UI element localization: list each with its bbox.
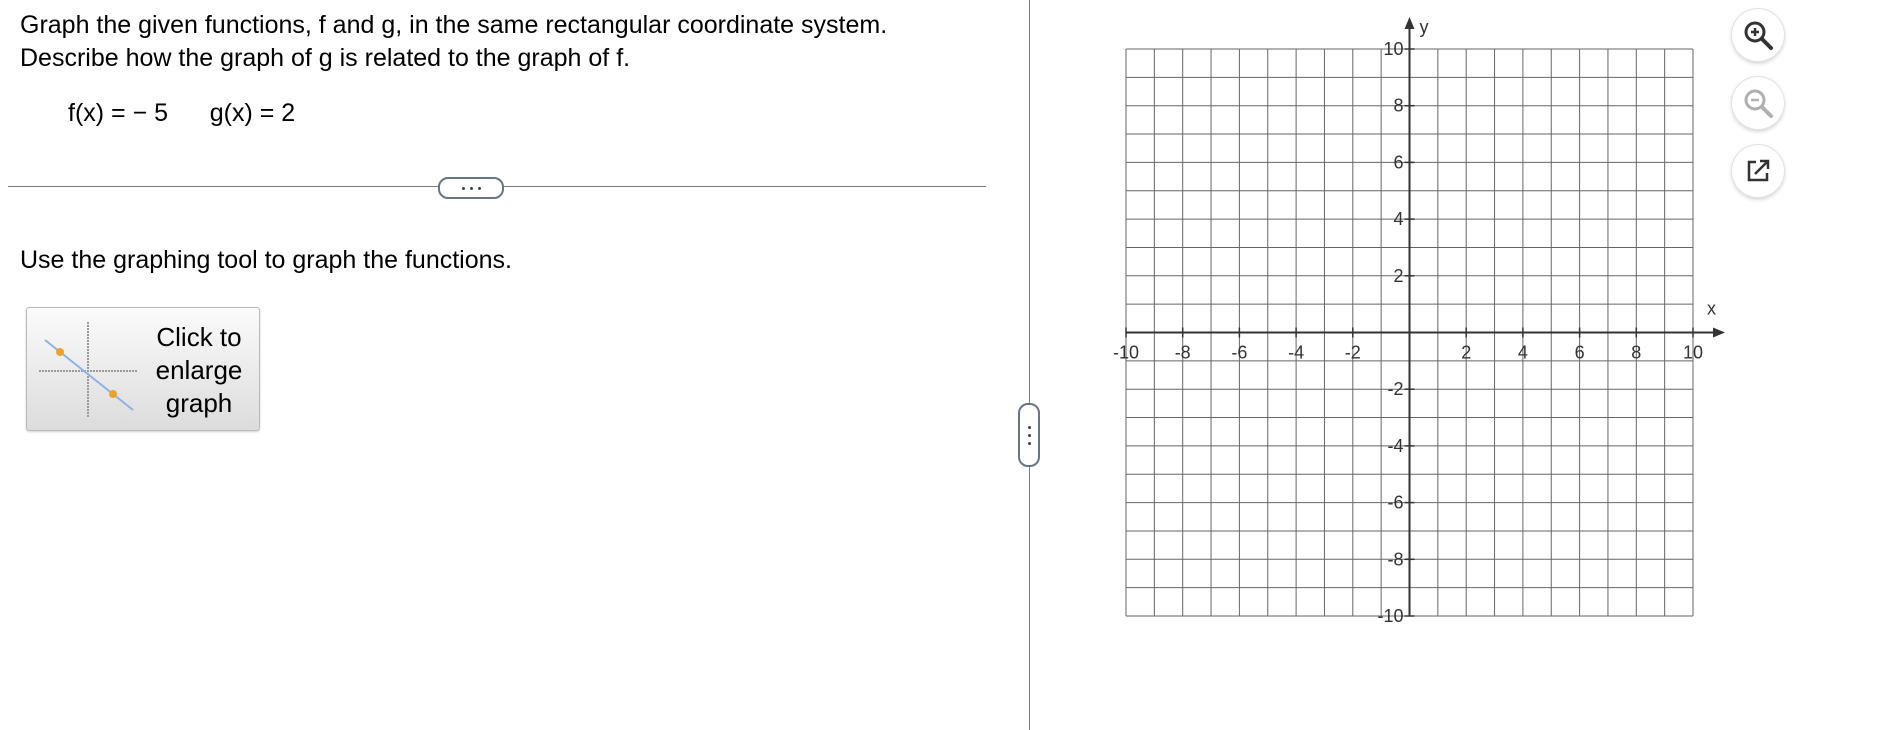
ellipsis-icon xyxy=(462,187,481,190)
y-axis-arrow xyxy=(1405,17,1415,29)
x-tick-label: -8 xyxy=(1174,342,1191,363)
y-tick-label: 6 xyxy=(1393,152,1404,173)
y-tick-label: 4 xyxy=(1393,209,1404,230)
expand-question-button[interactable] xyxy=(438,177,504,199)
x-tick-label: 8 xyxy=(1631,342,1642,363)
x-tick-label: -2 xyxy=(1344,342,1361,363)
y-tick-label: 8 xyxy=(1393,95,1404,116)
y-tick-label: 2 xyxy=(1393,265,1404,286)
enlarge-graph-label: Click to enlarge graph xyxy=(155,322,243,418)
y-tick-label: 10 xyxy=(1383,39,1404,59)
function-definitions xyxy=(68,99,295,128)
x-axis-label: x xyxy=(1707,298,1716,319)
y-tick-label: -6 xyxy=(1387,492,1404,513)
x-tick-label: -6 xyxy=(1231,342,1248,363)
x-tick-label: 4 xyxy=(1517,342,1528,363)
y-axis-label: y xyxy=(1419,17,1429,37)
instruction-text: Use the graphing tool to graph the functions. xyxy=(20,246,512,274)
popout-button[interactable] xyxy=(1732,145,1784,197)
x-tick-label: -4 xyxy=(1288,342,1305,363)
y-tick-label: -2 xyxy=(1387,379,1404,400)
zoom-out-icon xyxy=(1742,87,1774,119)
pane-resize-handle[interactable] xyxy=(1018,403,1040,467)
graph-preview-icon xyxy=(37,320,141,420)
pane-splitter xyxy=(1029,0,1030,730)
zoom-in-icon xyxy=(1742,19,1774,51)
coordinate-graph[interactable] xyxy=(1090,10,1750,650)
y-tick-label: -4 xyxy=(1387,435,1404,456)
x-tick-label: 6 xyxy=(1574,342,1585,363)
x-axis-arrow xyxy=(1713,328,1725,338)
question-text xyxy=(20,9,887,75)
x-tick-label: 10 xyxy=(1682,342,1704,363)
question-line-1: Graph the given functions, f and g, in the same rectangular coordinate system. xyxy=(20,11,888,39)
x-tick-label: -10 xyxy=(1112,342,1140,363)
function-f: f(x) = − 5 xyxy=(68,99,169,127)
zoom-out-button[interactable] xyxy=(1732,77,1784,129)
enlarge-graph-button[interactable] xyxy=(26,307,260,431)
y-tick-label: -10 xyxy=(1377,606,1404,626)
function-g: g(x) = 2 xyxy=(209,99,296,127)
vertical-ellipsis-icon xyxy=(1028,426,1031,445)
y-tick-label: -8 xyxy=(1387,549,1404,570)
zoom-in-button[interactable] xyxy=(1732,9,1784,61)
popout-icon xyxy=(1742,155,1774,187)
question-line-2: Describe how the graph of g is related to the graph of f. xyxy=(20,44,631,72)
x-tick-label: 2 xyxy=(1461,342,1472,363)
